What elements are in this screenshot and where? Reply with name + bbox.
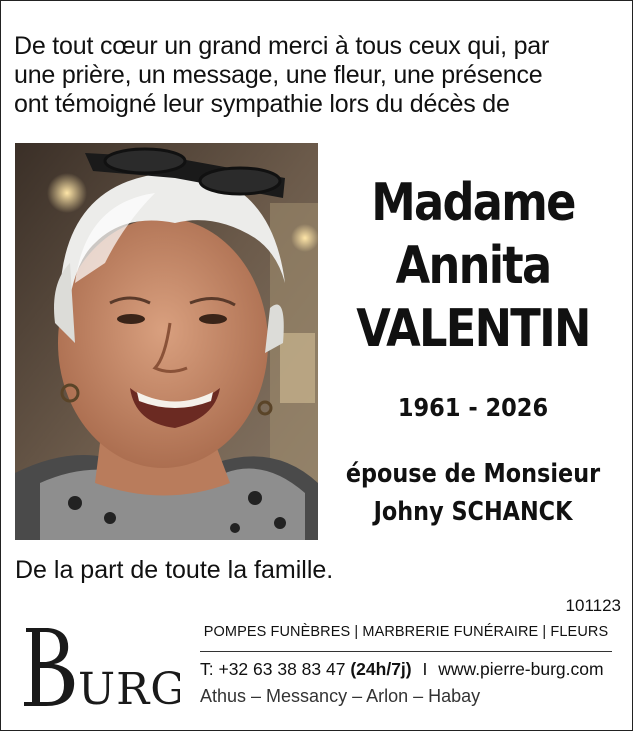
phone-number: T: +32 63 38 83 47 [200,659,346,679]
contact-separator: I [422,659,428,679]
spouse-line-1: épouse de Monsieur [345,459,601,489]
intro-line-1: De tout cœur un grand merci à tous ceux qui, par [14,32,550,60]
burg-logo [18,622,180,712]
family-signature: De la part de toute la famille. [15,556,334,584]
services-line: POMPES FUNÈBRES | MARBRERIE FUNÉRAIRE | FLEURS [203,624,609,640]
spouse-info [340,455,607,531]
life-dates: 1961 - 2026 [397,393,549,422]
burg-logo-mark [18,622,180,712]
intro-line-3: ont témoigné leur sympathie lors du décès de [14,90,510,118]
locations-line: Athus – Messancy – Arlon – Habay [200,686,481,706]
reference-number: 101123 [565,596,621,615]
divider [200,651,612,652]
spouse-line-2: Johny SCHANCK [373,497,573,527]
contact-line [200,659,620,680]
portrait-illustration [15,143,318,540]
intro-line-2: une prière, un message, une fleur, une présence [14,61,543,89]
thank-you-message [14,32,620,119]
portrait-photo [15,143,318,540]
deceased-name [348,172,597,361]
phone-hours: (24h/7j) [350,659,412,679]
deceased-title: Madame [371,173,575,233]
svg-text:URG: URG [78,664,180,712]
website-link[interactable]: www.pierre-burg.com [438,659,604,679]
deceased-first-name: Annita [395,236,551,296]
deceased-last-name: VALENTIN [356,299,590,359]
